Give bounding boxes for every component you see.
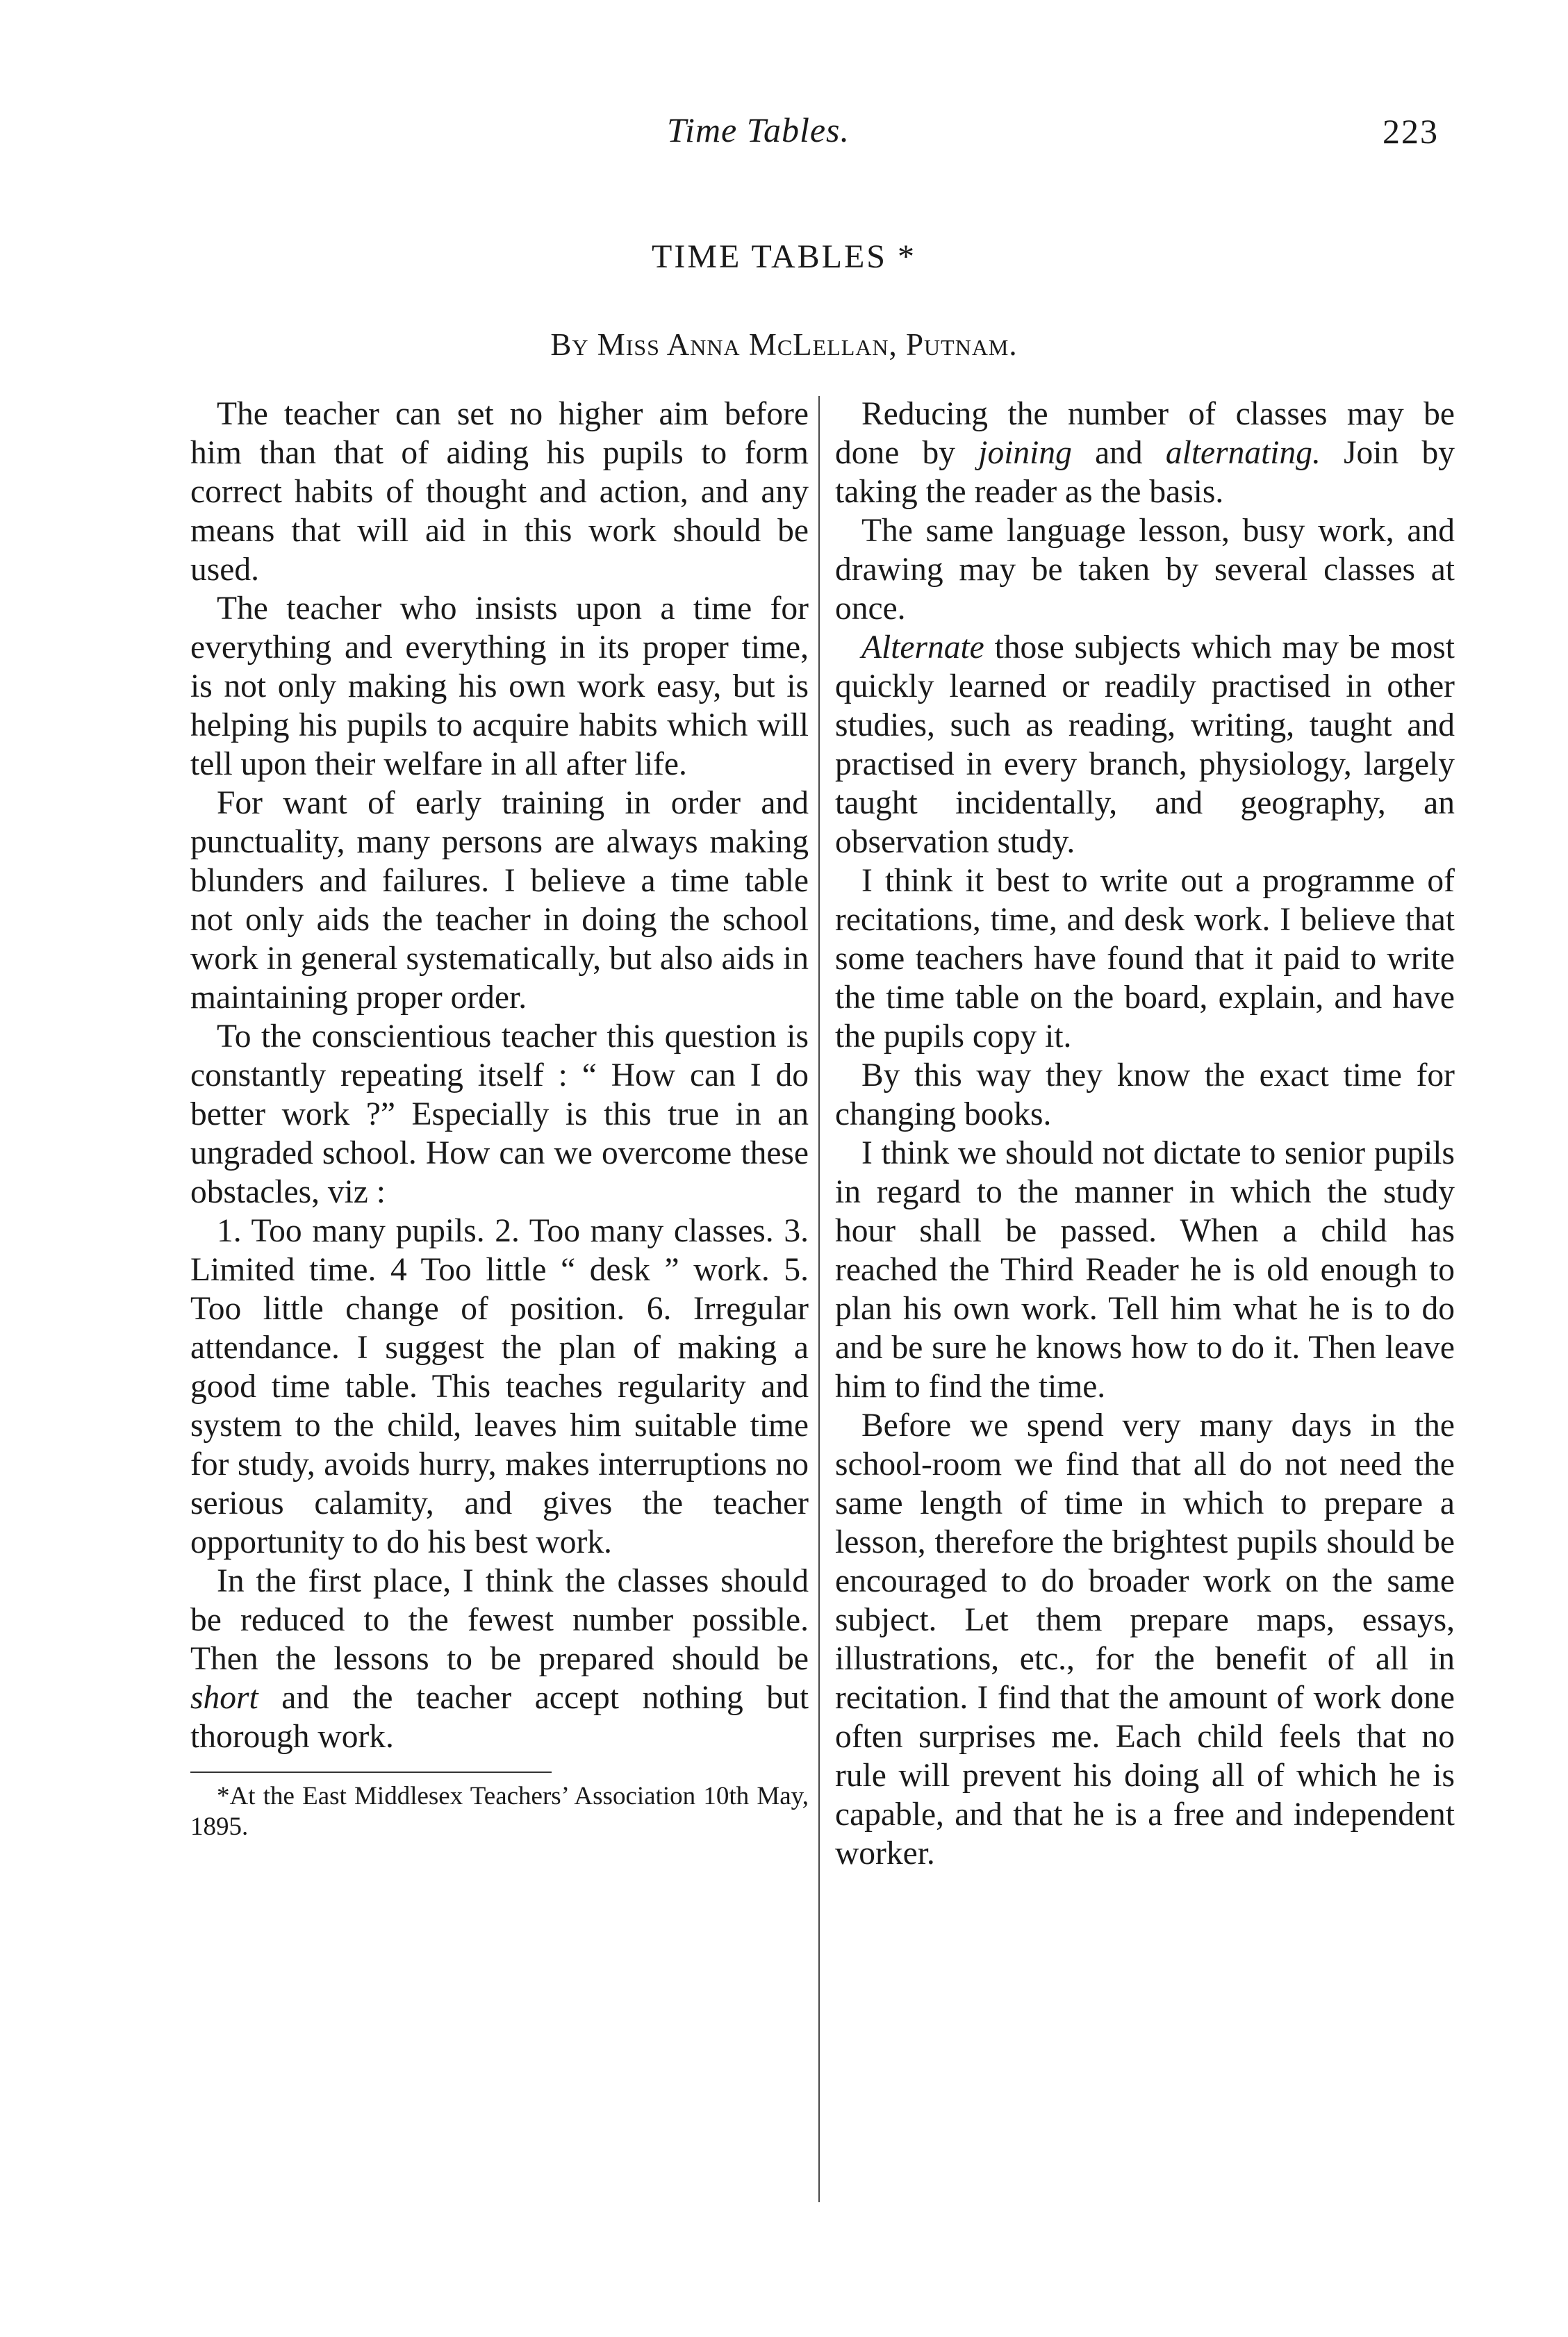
footnote-rule [190, 1772, 552, 1773]
paragraph: I think we should not dictate to senior pupils in regard to the manner in which the study hour shall be passed. When a child has reached the Third Reader he is old enough to plan his own work. Tell him what he is to do and be sure he knows how to do it. Then leave him to find the time. [835, 1135, 1455, 1405]
left-column [190, 395, 809, 1842]
emphasis-text: alternating. [1165, 435, 1321, 471]
paragraph-text: those subjects which may be most quickly learned or readily practised in other studies, such as reading, writing, taught and practised in every branch, physiology, largely taught incidentally, and geography, an observation study. [835, 629, 1455, 860]
article-title: TIME TABLES * [652, 238, 916, 275]
running-title: Time Tables. [667, 110, 850, 149]
paragraph-text: and the teacher accept nothing but thorough work. [190, 1680, 809, 1755]
article-byline: By Miss Anna McLellan, Putnam. [550, 327, 1018, 362]
paragraph [835, 628, 1455, 861]
paragraph: The same language lesson, busy work, and drawing may be taken by several classes at once. [835, 513, 1455, 627]
paragraph: 1. Too many pupils. 2. Too many classes. 3. Limited time. 4 Too little “ desk ” work. 5. Too little change of position. 6. Irregular attendance. I suggest the plan of making a good time table. This teaches regularity and system to the child, leaves him suitable time for study, avoids hurry, makes interruptions no serious calamity, and gives the teacher opportunity to do his best work. [190, 1213, 809, 1560]
paragraph-text: In the first place, I think the classes should be reduced to the fewest number possible. Then the lessons to be prepared should be [190, 1563, 809, 1677]
paragraph: For want of early training in order and punctuality, many persons are always making blunders and failures. I believe a time table not only aids the teacher in doing the school work in general systematically, but also aids in maintaining proper order. [190, 785, 809, 1016]
paragraph: Before we spend very many days in the school-room we find that all do not need the same length of time in which to prepare a lesson, therefore the brightest pupils should be encouraged to do broader work on the same subject. Let them prepare maps, essays, illustrations, etc., for the benefit of all in recitation. I find that the amount of work done often surprises me. Each child feels that no rule will prevent his doing all of which he is capable, and that he is a free and independent worker. [835, 1407, 1455, 1872]
paragraph-text: and [1071, 435, 1166, 471]
paragraph: To the conscientious teacher this question is constantly repeating itself : “ How can I do better work ?” Especially is this true in an ungraded school. How can we overcome these obstacles, viz : [190, 1018, 809, 1210]
running-header [0, 110, 1568, 158]
paragraph: I think it best to write out a programme of recitations, time, and desk work. I believe that some teachers have found that it paid to write the time table on the board, explain, and have the pupils copy it. [835, 863, 1455, 1055]
emphasis-text: Alternate [861, 629, 984, 666]
paragraph-text: Reducing the number of classes may be done by [835, 396, 1455, 471]
paragraph-text: Join by taking the reader as the basis. [835, 435, 1455, 510]
emphasis-text: short [190, 1680, 258, 1716]
paragraph: The teacher who insists upon a time for everything and everything in its proper time, is not only making his own work easy, but is helping his pupils to acquire habits which will tell upon their welfare in all after life. [190, 591, 809, 782]
column-divider [818, 396, 820, 2202]
right-column [835, 395, 1455, 1873]
footnote: *At the East Middlesex Teachers’ Association 10th May, 1895. [190, 1782, 809, 1841]
paragraph: The teacher can set no higher aim before him than that of aiding his pupils to form correct habits of thought and action, and any means that will aid in this work should be used. [190, 396, 809, 588]
emphasis-text: joining [978, 435, 1072, 471]
paragraph [835, 395, 1455, 511]
page-number: 223 [1383, 112, 1439, 151]
paragraph: By this way they know the exact time for changing books. [835, 1057, 1455, 1132]
paragraph [190, 1562, 809, 1756]
